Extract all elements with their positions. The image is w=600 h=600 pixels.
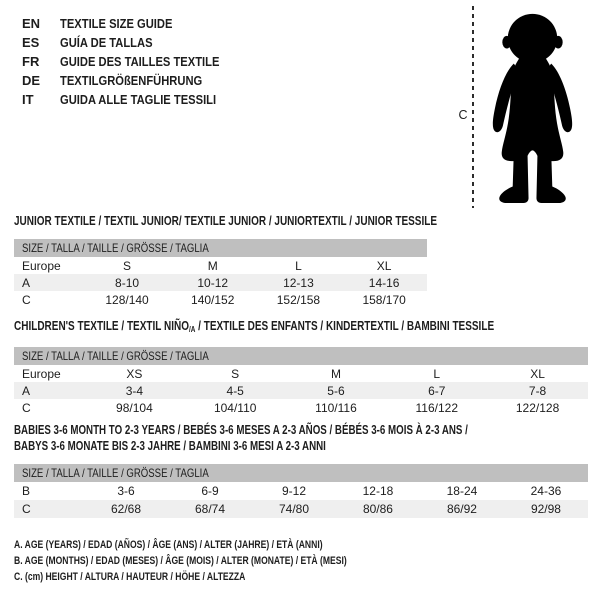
language-code: FR — [22, 54, 40, 69]
size-value-cell: XL — [530, 366, 545, 381]
babies-table-body — [14, 482, 588, 518]
size-value-cell: 8-10 — [115, 275, 140, 290]
baby-silhouette-icon — [486, 11, 579, 204]
language-code: IT — [22, 92, 34, 107]
size-value-cell: 12-18 — [362, 484, 394, 498]
legend-note-b: B. AGE (MONTHS) / EDAD (MESES) / ÂGE (MOIS) / ALTER (MONATE) / ETÀ (MESI) — [14, 555, 347, 567]
size-value-cell: 158/170 — [362, 292, 406, 307]
size-value-cell: 9-12 — [281, 484, 306, 498]
children-table-body — [14, 365, 588, 416]
size-value-cell: 68/74 — [194, 502, 226, 516]
language-label: GUIDA ALLE TAGLIE TESSILI — [60, 92, 217, 107]
junior-table-body — [14, 257, 427, 308]
row-label-cell: Europe — [22, 258, 61, 273]
size-value-cell: M — [330, 366, 341, 381]
row-label-cell: C — [22, 292, 31, 307]
size-table-row — [14, 500, 588, 518]
language-row-it — [22, 90, 245, 109]
row-label-cell: B — [22, 484, 31, 498]
size-header-row — [14, 347, 588, 365]
size-value-cell: 7-8 — [528, 383, 547, 398]
row-label-cell: C — [22, 502, 31, 516]
language-code: EN — [22, 16, 41, 31]
junior-size-table — [14, 239, 427, 308]
row-label-cell: A — [22, 275, 31, 290]
legend-notes — [14, 537, 441, 585]
language-label: TEXTILGRÖßENFÜHRUNG — [60, 73, 203, 88]
language-code: ES — [22, 35, 40, 50]
language-row-en — [22, 14, 245, 33]
size-table-row — [14, 382, 588, 399]
size-value-cell: S — [231, 366, 240, 381]
size-header-row — [14, 239, 427, 257]
size-value-cell: 116/122 — [415, 400, 458, 415]
size-value-cell: 6-9 — [201, 484, 219, 498]
size-header-bar: SIZE / TALLA / TAILLE / GRÖSSE / TAGLIA — [14, 347, 588, 365]
size-value-cell: 104/110 — [213, 400, 257, 415]
row-label-cell: Europe — [22, 366, 61, 381]
size-value-cell: 62/68 — [111, 502, 142, 516]
size-value-cell: 12-13 — [283, 275, 314, 290]
size-value-cell: 4-5 — [226, 383, 244, 398]
size-header-bar: SIZE / TALLA / TAILLE / GRÖSSE / TAGLIA — [14, 239, 427, 257]
babies-size-table — [14, 464, 588, 518]
language-label: TEXTILE SIZE GUIDE — [60, 16, 173, 31]
size-value-cell: 122/128 — [515, 400, 560, 415]
size-value-cell: 24-36 — [530, 484, 562, 498]
size-header-bar: SIZE / TALLA / TAILLE / GRÖSSE / TAGLIA — [14, 464, 588, 482]
size-value-cell: XL — [376, 258, 392, 273]
size-table-row — [14, 365, 588, 382]
babies-section-title: BABIES 3-6 MONTH TO 2-3 YEARS / BEBÉS 3-6 MESES A 2-3 AÑOS / BÉBÉS 3-6 MOIS À 2-3 ANS / BABYS 3-6 MONATE BIS 2-3 JAHRE / BAMBINI 3-6 MESI A 2-3 ANNI — [14, 423, 468, 453]
language-label: GUÍA DE TALLAS — [60, 35, 153, 50]
legend-note-a: A. AGE (YEARS) / EDAD (AÑOS) / ÂGE (ANS) / ALTER (JAHRE) / ETÀ (ANNI) — [14, 539, 323, 551]
size-table-row — [14, 291, 427, 308]
language-list — [22, 14, 245, 109]
size-value-cell: 128/140 — [105, 292, 149, 307]
size-table-row — [14, 399, 588, 416]
size-value-cell: 98/104 — [116, 400, 153, 415]
size-table-row — [14, 257, 427, 274]
size-value-cell: 5-6 — [327, 383, 345, 398]
size-value-cell: 3-4 — [125, 383, 144, 398]
language-code: DE — [22, 73, 41, 88]
language-row-de — [22, 71, 245, 90]
size-value-cell: L — [433, 366, 441, 381]
language-label: GUIDE DES TAILLES TEXTILE — [60, 54, 220, 69]
size-header-row — [14, 464, 588, 482]
size-value-cell: 18-24 — [446, 484, 478, 498]
row-label-cell: C — [22, 400, 31, 415]
height-dashed-line — [472, 6, 474, 208]
size-value-cell: 110/116 — [315, 400, 357, 415]
size-value-cell: L — [295, 258, 302, 273]
size-value-cell: S — [123, 258, 132, 273]
size-value-cell: 3-6 — [117, 484, 135, 498]
junior-section-title: JUNIOR TEXTILE / TEXTIL JUNIOR/ TEXTILE JUNIOR / JUNIORTEXTIL / JUNIOR TESSILE — [14, 214, 438, 228]
size-value-cell: 6-7 — [428, 383, 446, 398]
children-section-title: CHILDREN'S TEXTILE / TEXTIL $NIÑO_{/A}$ / TEXTILE DES ENFANTS / KINDERTEXTIL / BAMBINI TESSILE — [14, 319, 495, 334]
height-marker-label: C — [458, 108, 468, 122]
size-value-cell: 80/86 — [362, 502, 393, 516]
row-label-cell: A — [22, 383, 31, 398]
size-value-cell: XS — [126, 366, 143, 381]
size-table-row — [14, 274, 427, 291]
size-value-cell: 92/98 — [530, 502, 561, 516]
gender-subscript: /A — [188, 325, 196, 334]
size-value-cell: 74/80 — [278, 502, 309, 516]
size-value-cell: 140/152 — [191, 292, 235, 307]
language-row-es — [22, 33, 245, 52]
size-value-cell: 10-12 — [197, 275, 229, 290]
size-value-cell: 14-16 — [368, 275, 400, 290]
size-value-cell: M — [207, 258, 218, 273]
language-row-fr — [22, 52, 245, 71]
size-value-cell: 152/158 — [276, 292, 321, 307]
size-table-row — [14, 482, 588, 500]
children-size-table — [14, 347, 588, 416]
size-value-cell: 86/92 — [446, 502, 477, 516]
legend-note-c: C. (cm) HEIGHT / ALTURA / HAUTEUR / HÖHE / ALTEZZA — [14, 571, 246, 583]
